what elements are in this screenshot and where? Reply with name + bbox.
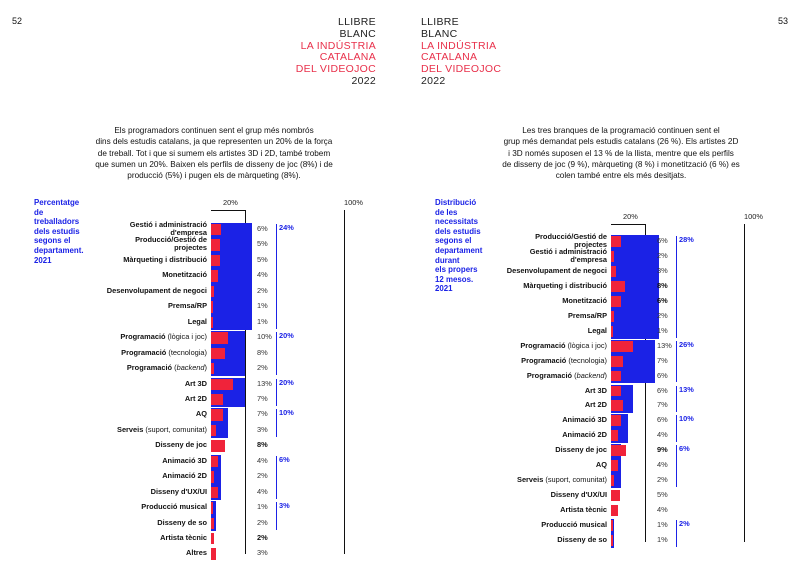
row-label xyxy=(530,248,607,264)
header-red-line: CATALANA xyxy=(319,51,376,64)
row-value: 2% xyxy=(257,533,268,542)
row-label xyxy=(562,431,607,439)
row-label xyxy=(151,488,207,496)
row-value: 2% xyxy=(257,517,268,527)
row-value: 1% xyxy=(657,325,668,335)
row-label-text: Legal xyxy=(187,316,207,326)
row-label xyxy=(541,521,607,529)
row-label xyxy=(517,476,607,484)
row-label-text: Animació 3D xyxy=(562,415,607,425)
row-value: 4% xyxy=(257,455,268,465)
intro-line: grup més demandat pels estudis catalans (26 %). Els artistes 2D xyxy=(503,137,739,147)
row-label xyxy=(188,318,207,326)
row-value: 8% xyxy=(257,347,268,357)
row-bar xyxy=(611,415,621,426)
row-value: 1% xyxy=(257,301,268,311)
header-red-line: LA INDÚSTRIA xyxy=(421,39,497,52)
row-bar xyxy=(611,326,613,337)
row-bar xyxy=(211,518,214,529)
intro-line: producció (5%) i pugen els de màrqueting (8%). xyxy=(127,171,301,181)
row-bar xyxy=(211,394,223,405)
row-bar xyxy=(211,332,228,343)
chart-title-line: segons el xyxy=(435,236,472,246)
row-value: 8% xyxy=(657,280,668,290)
row-bar xyxy=(211,301,213,312)
row-label-text: Desenvolupament de negoci xyxy=(106,285,207,295)
row-label-text: Gestió i administració xyxy=(129,220,207,229)
row-label-text: Monetització xyxy=(162,270,207,280)
row-label xyxy=(596,461,607,469)
row-label xyxy=(160,534,207,542)
row-bar xyxy=(611,505,618,516)
row-value: 3% xyxy=(257,548,268,558)
axis-label-100: 100% xyxy=(344,198,363,207)
row-bar xyxy=(611,535,613,546)
row-label xyxy=(560,506,607,514)
axis-top-line xyxy=(611,224,646,225)
group-value: 10% xyxy=(679,414,694,424)
row-label-text: Legal xyxy=(587,325,607,335)
group-bracket xyxy=(676,236,677,338)
row-label-text: Altres xyxy=(186,548,207,558)
row-label-text: Programació xyxy=(526,370,573,380)
row-label xyxy=(568,312,607,320)
row-bar xyxy=(211,379,233,390)
row-label-text: Disseny de joc xyxy=(155,440,207,450)
row-label-text: Disseny d'UX/UI xyxy=(150,486,207,496)
row-bar xyxy=(611,236,621,247)
row-bar xyxy=(611,430,618,441)
row-label-text: Disseny de so xyxy=(157,517,207,527)
row-label xyxy=(117,426,207,434)
group-value: 26% xyxy=(679,339,694,349)
row-bar xyxy=(611,400,623,411)
row-label xyxy=(520,342,607,350)
row-bar xyxy=(211,548,216,559)
row-bar xyxy=(211,255,220,266)
row-bar xyxy=(611,520,613,531)
row-bar xyxy=(611,386,621,397)
row-label xyxy=(551,491,607,499)
row-value: 6% xyxy=(657,295,668,305)
row-label xyxy=(527,372,607,380)
row-label xyxy=(162,457,207,465)
row-label-text: Programació xyxy=(121,347,167,357)
row-label-text: Monetització xyxy=(562,295,607,305)
row-value: 9% xyxy=(657,445,668,455)
row-label xyxy=(135,236,207,252)
chart-title-line: els propers xyxy=(435,265,478,275)
row-bar xyxy=(211,533,214,544)
header-line: LLIBRE xyxy=(338,16,376,28)
row-label xyxy=(562,416,607,424)
row-label-text: Art 3D xyxy=(184,378,207,388)
group-bracket xyxy=(276,409,277,437)
intro-text-left xyxy=(34,125,394,181)
row-bar xyxy=(611,490,620,501)
group-bracket xyxy=(676,341,677,383)
row-value: 13% xyxy=(657,340,672,350)
row-value: 7% xyxy=(257,409,268,419)
row-label xyxy=(121,349,207,357)
chart-title-line: de les xyxy=(435,207,458,217)
row-label-text: Animació 2D xyxy=(162,471,207,481)
row-label xyxy=(155,441,207,449)
row-bar xyxy=(611,445,626,456)
row-label-text: Programació xyxy=(120,332,166,342)
row-label-suffix: (suport, comunitat) xyxy=(543,475,607,485)
row-value: 7% xyxy=(257,393,268,403)
row-bar xyxy=(611,371,621,382)
row-value: 5% xyxy=(257,239,268,249)
chart-title-line: de xyxy=(34,207,44,217)
chart-title-line: departament. xyxy=(34,245,84,255)
row-bar xyxy=(211,502,213,513)
row-label xyxy=(107,287,207,295)
row-value: 3% xyxy=(257,424,268,434)
group-value: 24% xyxy=(279,223,294,232)
row-label-text: Serveis xyxy=(517,475,544,485)
row-label-text: Gestió i administració xyxy=(529,246,607,256)
row-bar xyxy=(211,348,225,359)
row-label-text: Màrqueting i distribució xyxy=(123,254,207,264)
row-label xyxy=(162,472,207,480)
row-label-suffix: (lògica i joc) xyxy=(165,332,207,342)
group-bracket xyxy=(276,332,277,375)
row-label-text: Programació xyxy=(521,355,567,365)
intro-line: colen també entre els més desitjats. xyxy=(555,171,687,181)
row-bar xyxy=(211,224,221,235)
row-bar xyxy=(211,440,225,451)
intro-text-right xyxy=(456,125,786,181)
header-red-line: DEL VIDEOJOC xyxy=(295,63,376,76)
header-right xyxy=(421,17,501,88)
row-value: 1% xyxy=(657,520,668,530)
row-label-text: Artista tècnic xyxy=(560,505,607,515)
row-label xyxy=(168,302,207,310)
row-value: 4% xyxy=(657,430,668,440)
row-label xyxy=(185,395,207,403)
row-bar xyxy=(211,317,213,328)
row-value: 5% xyxy=(657,490,668,500)
chart-title-line: durant xyxy=(435,255,460,265)
row-value: 3% xyxy=(657,265,668,275)
row-bar xyxy=(211,456,218,467)
group-value: 6% xyxy=(279,454,290,464)
row-label-text: Art 3D xyxy=(584,385,607,395)
row-label-text-2: d'empresa xyxy=(570,254,607,264)
header-year: 2022 xyxy=(351,74,376,87)
row-label-text: Producció musical xyxy=(141,502,207,512)
row-bar xyxy=(611,341,633,352)
row-bar xyxy=(611,475,614,486)
row-bar xyxy=(211,487,218,498)
header-year: 2022 xyxy=(421,74,446,87)
intro-line: Els programadors continuen sent el grup més nombrós xyxy=(114,126,314,135)
row-label xyxy=(555,446,607,454)
row-label xyxy=(120,333,207,341)
chart-title-line: Distribució xyxy=(435,198,477,207)
row-label-text: Disseny de so xyxy=(557,535,607,544)
row-label xyxy=(186,549,207,557)
row-label xyxy=(523,282,607,290)
row-label-text: Producció musical xyxy=(541,520,607,530)
row-bar xyxy=(211,425,216,436)
row-value: 4% xyxy=(257,486,268,496)
row-label-text: AQ xyxy=(595,460,607,470)
axis-label-20: 20% xyxy=(623,212,638,221)
axis-label-100: 100% xyxy=(744,212,763,221)
row-value: 4% xyxy=(657,505,668,515)
header-line: BLANC xyxy=(339,27,376,40)
row-label-text: Art 2D xyxy=(584,400,607,410)
chart-title-line: treballadors xyxy=(34,217,80,227)
group-value: 20% xyxy=(279,331,294,341)
row-bar xyxy=(611,266,616,277)
row-value: 2% xyxy=(657,310,668,320)
intro-line: dins dels estudis catalans, ja que representen un 20% de la força xyxy=(95,137,333,147)
group-bracket xyxy=(276,224,277,329)
header-line: LLIBRE xyxy=(421,16,459,28)
row-bar xyxy=(611,311,614,322)
row-label-text: Programació xyxy=(126,363,173,373)
row-label-text: Animació 3D xyxy=(162,455,207,465)
page-number-right: 53 xyxy=(778,16,789,26)
intro-line: que sumen un 20%. Baixen els perfils de disseny de joc (8%) i de xyxy=(95,159,333,169)
row-bar xyxy=(211,409,223,420)
row-value: 6% xyxy=(657,415,668,425)
row-label-suffix: (tecnologia) xyxy=(566,355,607,365)
row-label xyxy=(557,536,607,544)
header-left xyxy=(296,17,376,88)
row-label-text: Animació 2D xyxy=(562,430,607,440)
header-red-line: CATALANA xyxy=(421,51,478,64)
axis-line-100 xyxy=(344,210,345,554)
row-label xyxy=(157,519,207,527)
group-bracket xyxy=(276,379,277,407)
group-bracket xyxy=(676,386,677,413)
row-value: 10% xyxy=(257,332,272,342)
chart-title xyxy=(34,198,84,265)
row-label xyxy=(588,327,607,335)
row-label xyxy=(585,401,607,409)
group-value: 2% xyxy=(679,519,690,529)
row-bar xyxy=(211,363,214,374)
chart-title-line: departament xyxy=(435,245,483,255)
row-label-text: Serveis xyxy=(117,424,144,434)
row-label-text: Desenvolupament de negoci xyxy=(506,265,607,275)
chart-title-line: dels estudis xyxy=(435,226,481,236)
row-label xyxy=(507,267,607,275)
row-label xyxy=(162,271,207,279)
group-bracket xyxy=(676,445,677,487)
row-value: 2% xyxy=(257,363,268,373)
group-bracket xyxy=(276,502,277,530)
header-red-line: LA INDÚSTRIA xyxy=(300,39,376,52)
row-bar xyxy=(211,471,214,482)
intro-line: Les tres branques de la programació continuen sent el xyxy=(522,126,720,135)
row-value: 2% xyxy=(257,285,268,295)
row-label xyxy=(521,357,607,365)
chart-title-line: necessitats xyxy=(435,217,478,227)
row-bar xyxy=(611,281,625,292)
axis-top-line xyxy=(211,210,246,211)
row-bar xyxy=(611,296,621,307)
row-label-text: Màrqueting i distribució xyxy=(523,280,607,290)
row-label-text: Premsa/RP xyxy=(567,310,607,320)
row-label xyxy=(562,297,607,305)
row-label xyxy=(196,410,207,418)
chart-title-line: 12 mesos. xyxy=(435,274,474,284)
row-bar xyxy=(211,239,220,250)
row-label-suffix: (backend) xyxy=(172,363,207,373)
intro-line: de disseny de joc (9 %), màrqueting (8 %) i monetització (6 %) es xyxy=(502,159,740,169)
row-value: 4% xyxy=(257,270,268,280)
row-label-suffix: (lògica i joc) xyxy=(565,340,607,350)
chart-title-line: 2021 xyxy=(435,284,453,294)
row-value: 7% xyxy=(657,355,668,365)
group-value: 13% xyxy=(679,384,694,394)
row-label-text: Art 2D xyxy=(184,393,207,403)
row-label-text: Premsa/RP xyxy=(167,301,207,311)
page-number-left: 52 xyxy=(12,16,23,26)
chart-title-line: dels estudis xyxy=(34,226,80,236)
group-value: 28% xyxy=(679,235,694,244)
row-value: 6% xyxy=(657,236,668,245)
row-label xyxy=(123,256,207,264)
row-label xyxy=(141,503,207,511)
row-value: 6% xyxy=(657,370,668,380)
group-bracket xyxy=(676,520,677,547)
row-label-suffix: (suport, comunitat) xyxy=(143,424,207,434)
row-value: 1% xyxy=(257,316,268,326)
group-value: 10% xyxy=(279,408,294,418)
axis-label-20: 20% xyxy=(223,198,238,207)
header-line: BLANC xyxy=(421,27,458,40)
row-label-text-2: d'empresa xyxy=(170,228,207,237)
group-value: 20% xyxy=(279,377,294,387)
row-label-text: AQ xyxy=(195,409,207,419)
row-label-suffix: (tecnologia) xyxy=(166,347,207,357)
row-label-text: Artista tècnic xyxy=(160,533,207,542)
row-bar xyxy=(611,251,614,262)
row-value: 2% xyxy=(657,475,668,485)
row-bar xyxy=(211,270,218,281)
row-label-text: Producció/Gestió de xyxy=(135,235,207,245)
group-value: 3% xyxy=(279,501,290,511)
row-label-text: Disseny d'UX/UI xyxy=(550,490,607,500)
row-label-text: Producció/Gestió de xyxy=(535,232,607,241)
chart-title-line: segons el xyxy=(34,236,71,246)
row-value: 1% xyxy=(657,535,668,544)
group-bracket xyxy=(276,456,277,499)
header-red-line: DEL VIDEOJOC xyxy=(421,63,502,76)
row-bar xyxy=(611,460,618,471)
row-value: 6% xyxy=(257,224,268,233)
row-value: 2% xyxy=(657,250,668,260)
row-label-text-2: projectes xyxy=(574,240,607,249)
row-value: 8% xyxy=(257,440,268,450)
axis-line-100 xyxy=(744,224,745,542)
group-bracket xyxy=(676,415,677,442)
row-bar xyxy=(211,286,214,297)
row-value: 6% xyxy=(657,385,668,395)
row-label-text: Disseny de joc xyxy=(555,445,607,455)
intro-line: de treball. Tot i que si sumem els artistes 3D i 2D, també trobem xyxy=(97,148,331,158)
chart-title-line: Percentatge xyxy=(34,198,80,207)
intro-line: i 3D només suposen el 13 % de la llista, mentre que els perfils xyxy=(508,148,734,158)
row-value: 13% xyxy=(257,378,272,388)
row-label-text-2: projectes xyxy=(174,243,207,253)
row-label xyxy=(585,387,607,395)
row-value: 7% xyxy=(657,400,668,410)
chart-title-line: 2021 xyxy=(34,255,52,265)
row-label-text: Programació xyxy=(520,340,566,350)
row-value: 4% xyxy=(657,460,668,470)
row-value: 1% xyxy=(257,502,268,512)
row-label-suffix: (backend) xyxy=(572,370,607,380)
row-bar xyxy=(611,356,623,367)
row-value: 2% xyxy=(257,471,268,481)
row-label xyxy=(185,380,207,388)
chart-title xyxy=(435,198,482,294)
row-label xyxy=(127,364,207,372)
row-value: 5% xyxy=(257,254,268,264)
group-value: 6% xyxy=(679,444,690,454)
